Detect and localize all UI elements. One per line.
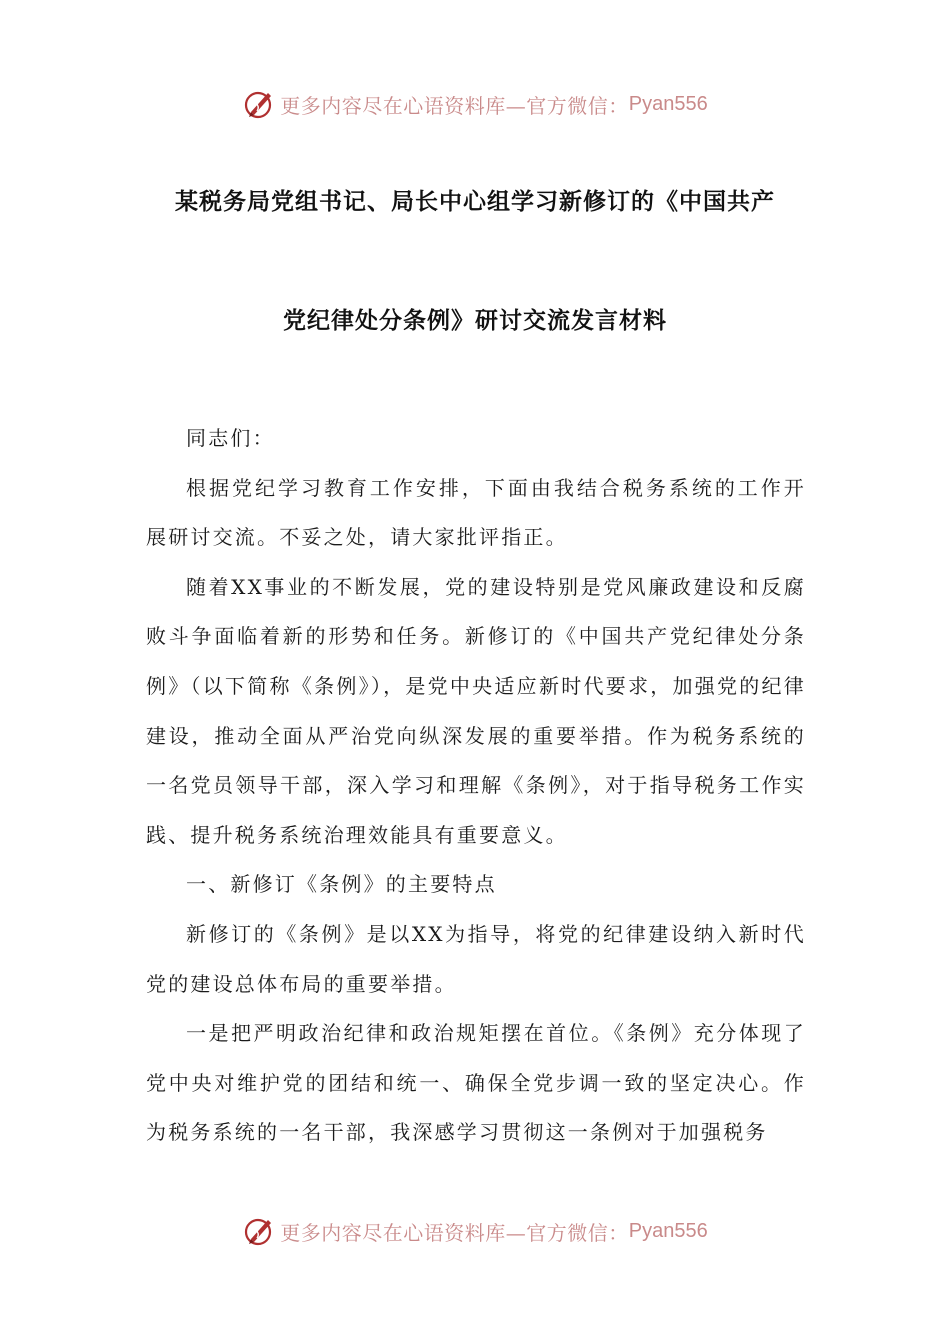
paragraph-intro: 根据党纪学习教育工作安排，下面由我结合税务系统的工作开展研讨交流。不妥之处，请大家批评指正。: [146, 475, 806, 550]
document-title-line-2: 党纪律处分条例》研讨交流发言材料: [283, 308, 667, 334]
watermark-footer: [0, 1211, 950, 1251]
watermark-wechat-id: Pyan556: [628, 1219, 708, 1242]
watermark-text: 更多内容尽在心语资料库—官方微信：: [280, 93, 629, 118]
watermark-text: 更多内容尽在心语资料库—官方微信：: [280, 1220, 629, 1245]
paragraph-section-1-intro: 新修订的《条例》是以XX为指导，将党的纪律建设纳入新时代党的建设总体布局的重要举措。: [146, 921, 806, 996]
pen-logo-icon: [242, 87, 276, 121]
section-heading-1: 一、新修订《条例》的主要特点: [186, 872, 497, 897]
watermark-header: [0, 84, 950, 124]
document-body: [146, 414, 806, 1158]
paragraph-background: 随着XX事业的不断发展，党的建设特别是党风廉政建设和反腐败斗争面临着新的形势和任务。新修订的《中国共产党纪律处分条例》（以下简称《条例》），是党中央适应新时代要求，加强党的纪律建设，推动全面从严治党向纵深发展的重要举措。作为税务系统的一名党员领导干部，深入学习和理解《条例》，对于指导税务工作实践、提升税务系统治理效能具有重要意义。: [146, 574, 806, 847]
paragraph-point-1: 一是把严明政治纪律和政治规矩摆在首位。《条例》充分体现了党中央对维护党的团结和统一、确保全党步调一致的坚定决心。作为税务系统的一名干部，我深感学习贯彻这一条例对于加强税务: [146, 1021, 806, 1145]
salutation: 同志们：: [186, 426, 275, 450]
pen-logo-icon: [242, 1214, 276, 1248]
document-title-line-1: 某税务局党组书记、局长中心组学习新修订的《中国共产: [175, 189, 775, 215]
watermark-wechat-id: Pyan556: [628, 92, 708, 115]
